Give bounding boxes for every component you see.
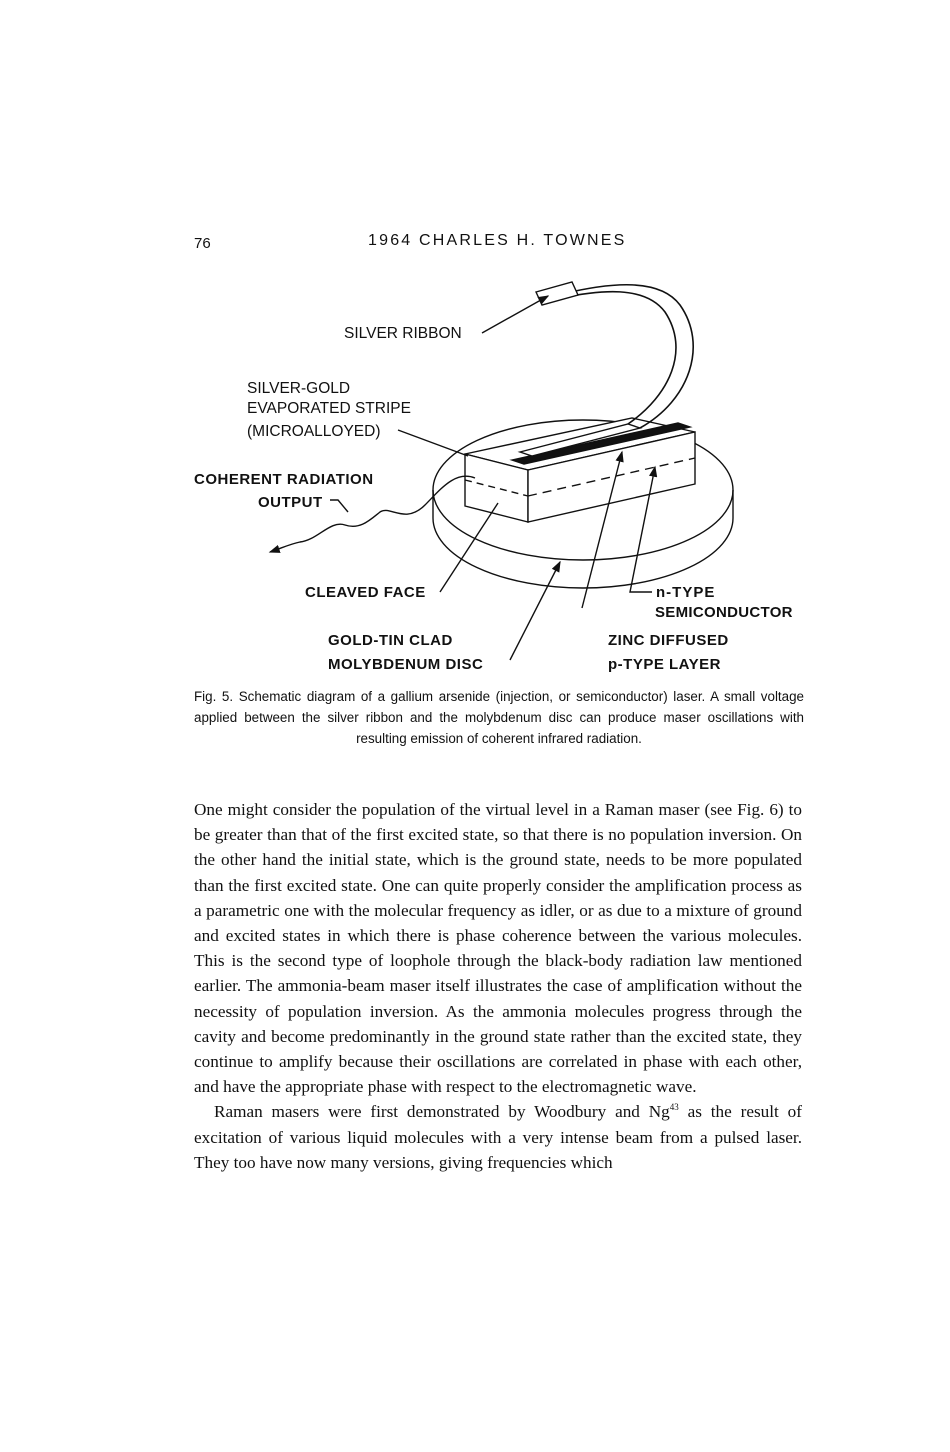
disc-leader (510, 562, 560, 660)
running-head: 1964 CHARLES H. TOWNES (368, 232, 627, 249)
label-silver-ribbon: SILVER RIBBON (344, 325, 462, 342)
label-cleaved-face: CLEAVED FACE (305, 584, 426, 601)
ribbon-end (536, 282, 578, 305)
laser-diagram (0, 0, 950, 690)
label-stripe-line2: EVAPORATED STRIPE (247, 400, 411, 417)
body-text (194, 797, 802, 1175)
label-stripe-line1: SILVER-GOLD (247, 380, 351, 397)
page-number: 76 (194, 235, 211, 252)
label-radiation-line2: OUTPUT (258, 494, 323, 511)
silver-ribbon-outer (562, 285, 693, 428)
paragraph-2 (194, 1099, 802, 1175)
paragraph-2-start: Raman masers were first demonstrated by Woodbury and Ng (214, 1102, 670, 1122)
label-n-type-line1: n-TYPE (656, 584, 716, 601)
label-p-type-line2: p-TYPE LAYER (608, 656, 721, 673)
paragraph-1: One might consider the population of the virtual level in a Raman maser (see Fig. 6) to be greater than that of the first excited state, so that there is no population inversion. On the other hand the initial state, which is the ground state, needs to be more populated than the first excited state. One can quite properly consider the amplification process as a parametric one with the molecular frequency as idler, or as due to a mixture of ground and excited states in which there is phase coherence between the various molecules. This is the second type of loophole through the black-body radiation law mentioned earlier. The ammonia-beam maser itself illustrates the case of amplification without the necessity of population inversion. As the ammonia molecules progress through the cavity and become predominantly in the ground state rather than the excited state, they continue to amplify because their oscillations are correlated in phase with each other, and have the appropriate phase with respect to the electromagnetic wave. (194, 800, 802, 1097)
label-disc-line2: MOLYBDENUM DISC (328, 656, 484, 673)
figure-caption: Fig. 5. Schematic diagram of a gallium arsenide (injection, or semiconductor) laser. A small voltage applied between the silver ribbon and the molybdenum disc can produce maser oscillations with resulting emission of coherent infrared radiation. (194, 689, 804, 746)
label-stripe-line3: (MICROALLOYED) (247, 423, 381, 440)
paragraph-2-end: as the result of excitation of various liquid molecules with a very intense beam from a pulsed laser. They too have now many versions, giving frequencies which (194, 1102, 802, 1172)
ribbon-leader (482, 296, 548, 333)
label-n-type-line2: SEMICONDUCTOR (655, 604, 793, 621)
reference-43: 43 (669, 1102, 679, 1113)
label-radiation-line1: COHERENT RADIATION (194, 471, 374, 488)
output-leader (330, 500, 348, 512)
label-disc-line1: GOLD-TIN CLAD (328, 632, 453, 649)
stripe-leader (398, 430, 468, 456)
silver-ribbon (560, 292, 676, 424)
label-p-type-line1: ZINC DIFFUSED (608, 632, 729, 649)
